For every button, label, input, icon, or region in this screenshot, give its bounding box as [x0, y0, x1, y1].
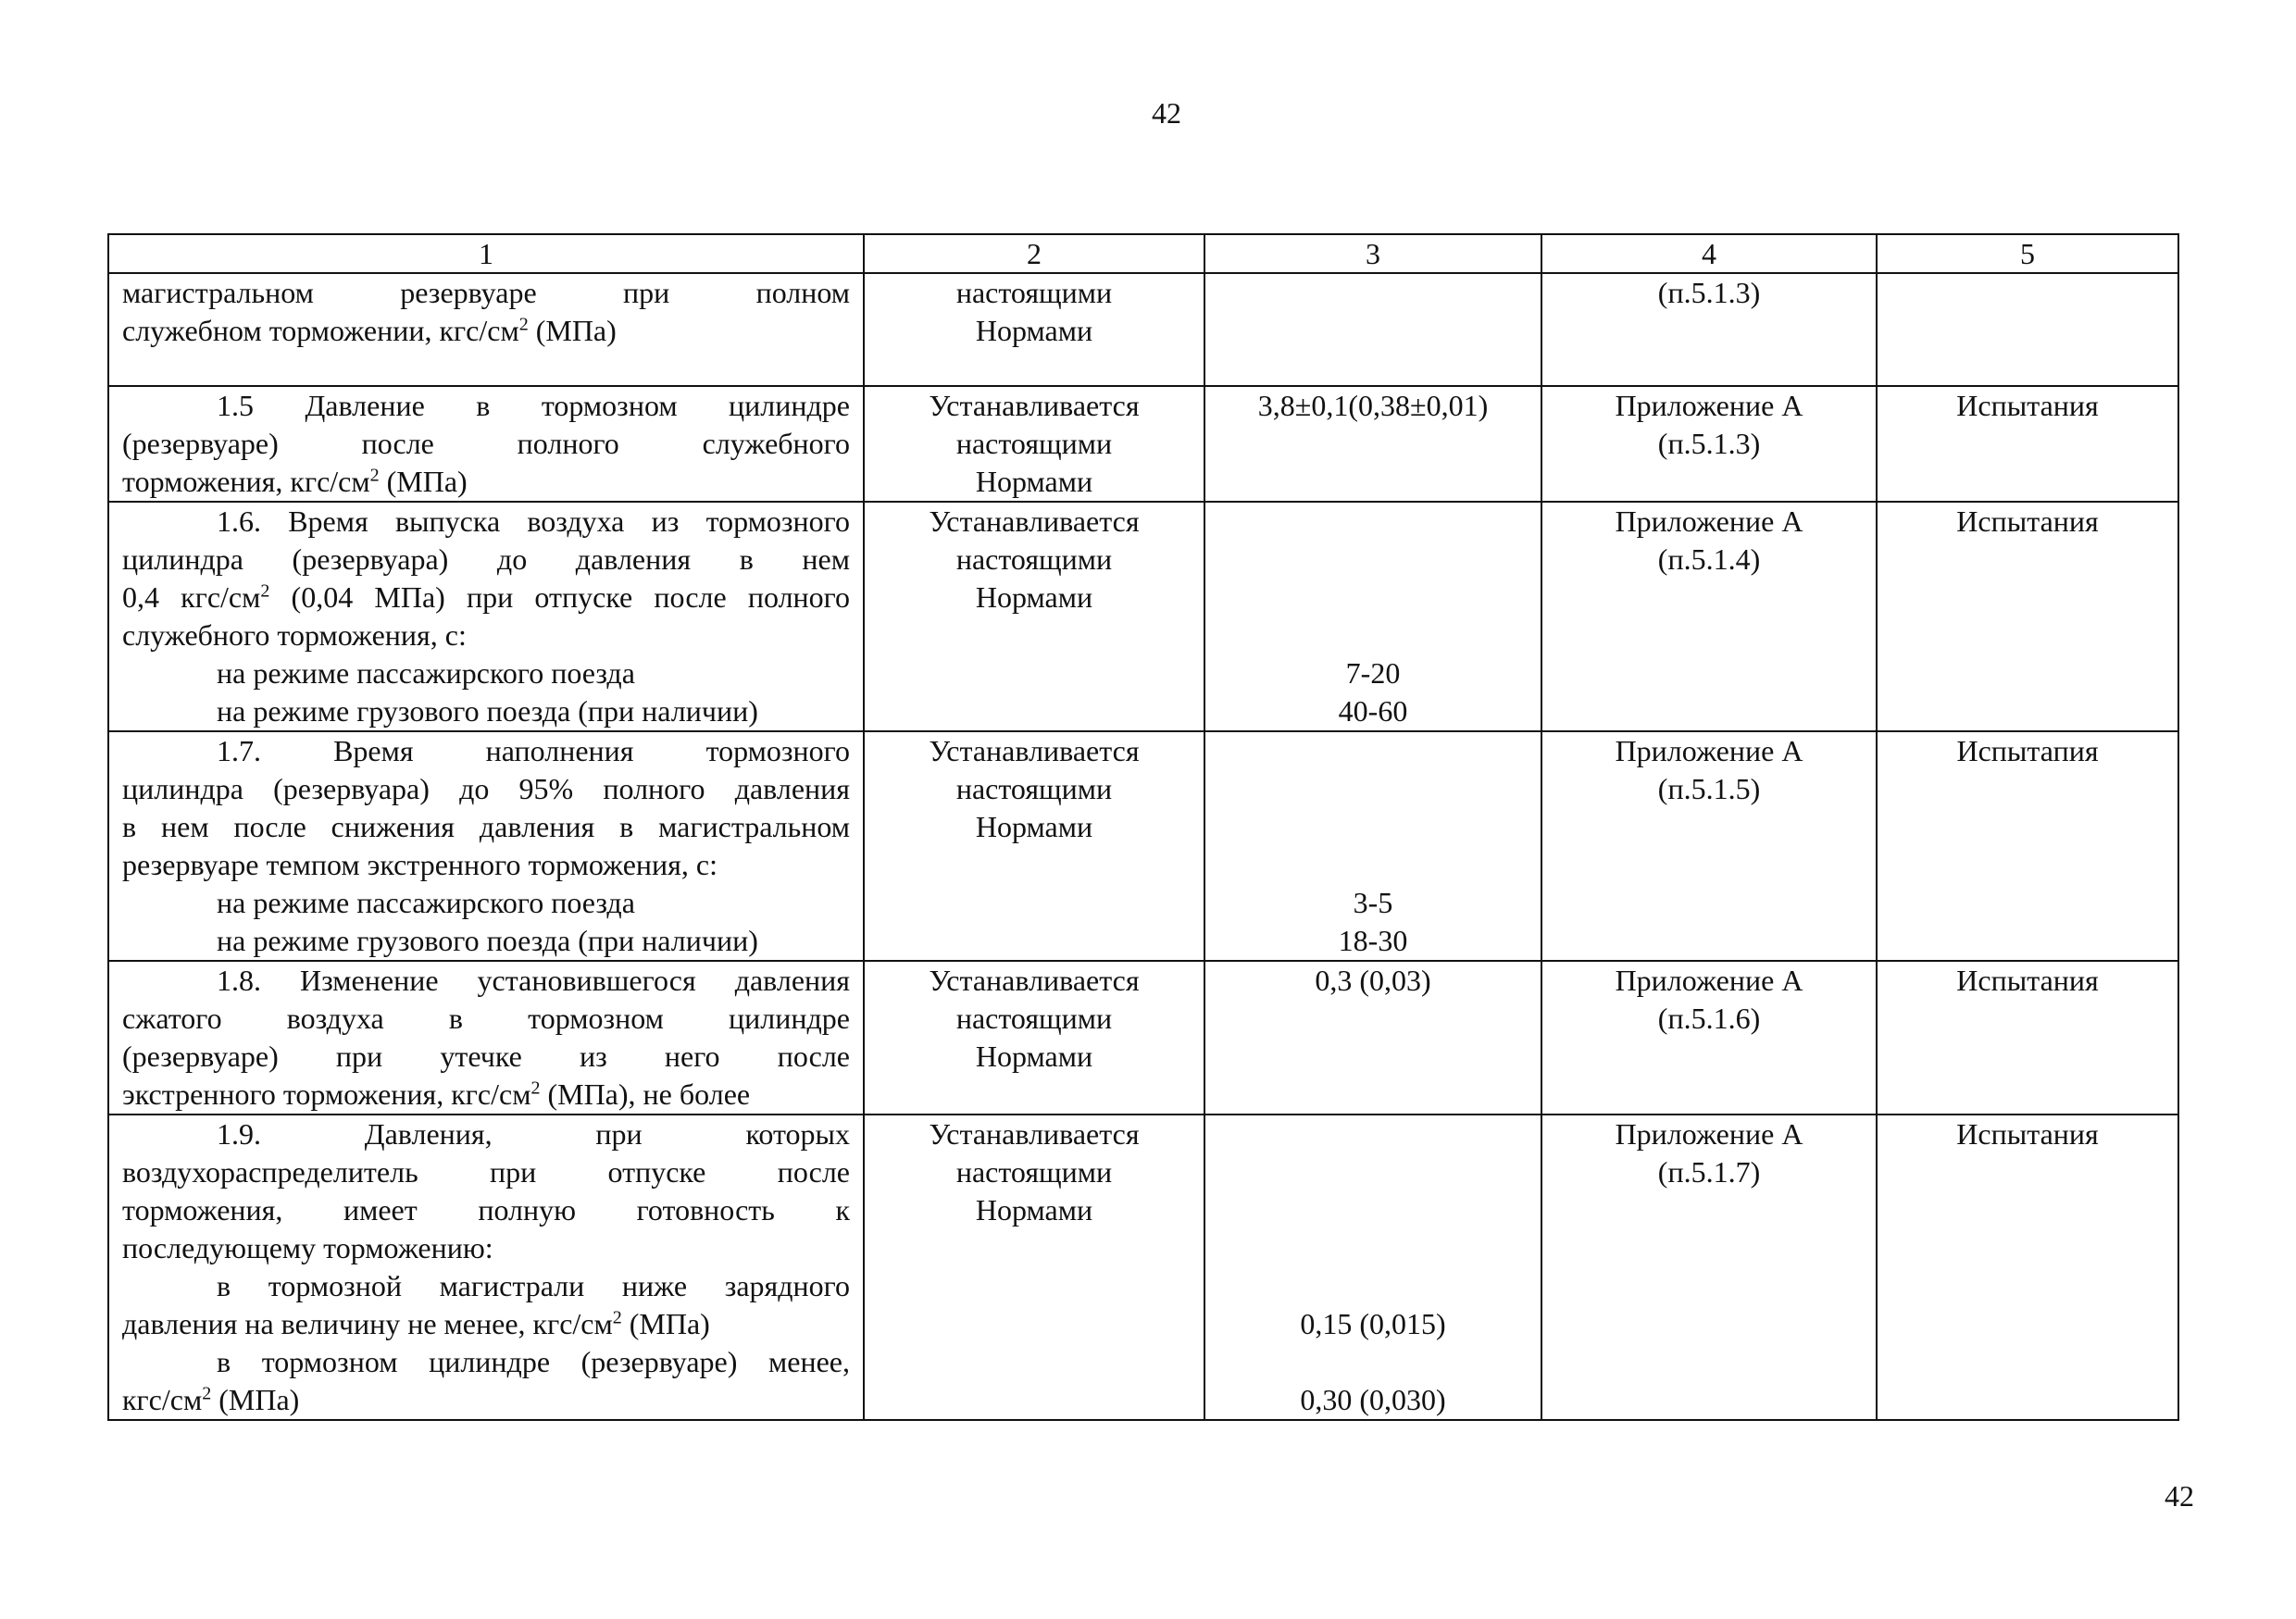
parameter-cell	[108, 731, 864, 961]
text-line: 3-5	[1353, 886, 1393, 919]
text-line: на режиме пассажирского поезда	[217, 886, 635, 919]
text-line: настоящими	[955, 542, 1113, 576]
text-line: на режиме грузового поезда (при наличии)	[217, 924, 758, 957]
text-line: (п.5.1.6)	[1657, 1002, 1761, 1035]
text-line: воздухораспределитель при отпуске после	[122, 1155, 850, 1189]
column-header-2: 2	[864, 234, 1204, 273]
column-header-1: 1	[108, 234, 864, 273]
header-row	[108, 234, 2178, 273]
table-row	[108, 1115, 2178, 1420]
table-row	[108, 731, 2178, 961]
norm-cell	[864, 731, 1204, 961]
method-cell	[1877, 502, 2178, 731]
norm-cell	[864, 273, 1204, 386]
text-line: сжатого воздуха в тормозном цилиндре	[122, 1002, 850, 1035]
spec-table	[107, 233, 2179, 1421]
text-line: (п.5.1.3)	[1657, 427, 1761, 460]
text-line: Нормами	[975, 580, 1093, 614]
text-line: цилиндра (резервуара) до давления в нем	[122, 542, 850, 576]
reference-cell	[1541, 1115, 1877, 1420]
text-line: Испытания	[1956, 964, 2099, 997]
superscript: 2	[518, 314, 529, 335]
reference-cell	[1541, 386, 1877, 502]
parameter-cell	[108, 961, 864, 1115]
text-line: 1.7. Время наполнения тормозного	[217, 734, 850, 767]
text-line: на режиме пассажирского поезда	[217, 656, 635, 690]
value-cell	[1204, 502, 1541, 731]
text-line: давления на величину не менее, кгс/$см^2$ (МПа)	[122, 1307, 710, 1340]
text-line: Нормами	[975, 1193, 1093, 1227]
text-line: 0,4 кгс/$см^2$ (0,04 МПа) при отпуске после полного	[122, 580, 851, 614]
table-row	[108, 502, 2178, 731]
text-line: служебного торможения, с:	[122, 618, 467, 652]
column-header-4: 4	[1541, 234, 1877, 273]
text-line: на режиме грузового поезда (при наличии)	[217, 694, 758, 728]
text-line: торможения, кгс/$см^2$ (МПа)	[122, 465, 468, 498]
method-cell	[1877, 273, 2178, 386]
text-line: (п.5.1.4)	[1657, 542, 1761, 576]
text-line: настоящими	[955, 276, 1113, 309]
text-line: резервуаре темпом экстренного торможения, с:	[122, 848, 718, 881]
reference-cell	[1541, 961, 1877, 1115]
text-line: Приложение А	[1615, 964, 1803, 997]
text-line: цилиндра (резервуара) до 95% полного давления	[122, 772, 850, 805]
table-row	[108, 386, 2178, 502]
text-line: (резервуаре) после полного служебного	[122, 427, 850, 460]
text-line: Устанавливается	[929, 734, 1140, 767]
method-cell	[1877, 1115, 2178, 1420]
text-line: Испытапия	[1956, 734, 2099, 767]
text-line: 0,30 (0,030)	[1300, 1383, 1446, 1416]
superscript: 2	[530, 1077, 541, 1099]
text-line: 40-60	[1338, 694, 1408, 728]
text-line: Приложение А	[1615, 734, 1803, 767]
value-cell	[1204, 1115, 1541, 1420]
parameter-cell	[108, 386, 864, 502]
reference-cell	[1541, 502, 1877, 731]
text-line: настоящими	[955, 427, 1113, 460]
text-line: Приложение А	[1615, 504, 1803, 538]
text-line: 1.5 Давление в тормозном цилиндре	[217, 389, 850, 422]
reference-cell	[1541, 273, 1877, 386]
method-cell	[1877, 386, 2178, 502]
text-line: Нормами	[975, 465, 1093, 498]
text-line: 0,3 (0,03)	[1315, 964, 1431, 997]
text-line: настоящими	[955, 772, 1113, 805]
parameter-cell	[108, 1115, 864, 1420]
text-line: последующему торможению:	[122, 1231, 493, 1264]
value-cell	[1204, 273, 1541, 386]
text-line: (п.5.1.5)	[1657, 772, 1761, 805]
text-line: в нем после снижения давления в магистральном	[122, 810, 850, 843]
parameter-cell	[108, 273, 864, 386]
text-line: служебном торможении, кгс/$см^2$ (МПа)	[122, 314, 617, 347]
superscript: 2	[260, 580, 270, 602]
superscript: 2	[369, 465, 380, 486]
method-cell	[1877, 731, 2178, 961]
norm-cell	[864, 386, 1204, 502]
text-line: Испытания	[1956, 389, 2099, 422]
text-line: Испытания	[1956, 504, 2099, 538]
table-row	[108, 961, 2178, 1115]
superscript: 2	[202, 1383, 212, 1404]
text-line: Устанавливается	[929, 964, 1140, 997]
text-line: магистральном резервуаре при полном	[122, 276, 850, 309]
text-line: торможения, имеет полную готовность к	[122, 1193, 850, 1227]
text-line: Испытания	[1956, 1117, 2099, 1151]
superscript: 2	[612, 1307, 622, 1328]
text-line: 1.6. Время выпуска воздуха из тормозного	[217, 504, 850, 538]
norm-cell	[864, 502, 1204, 731]
text-line: (п.5.1.7)	[1657, 1155, 1761, 1189]
text-line: Приложение А	[1615, 1117, 1803, 1151]
parameter-cell	[108, 502, 864, 731]
text-line: 1.9. Давления, при которых	[217, 1117, 850, 1151]
text-line: Нормами	[975, 314, 1093, 347]
text-line: настоящими	[955, 1155, 1113, 1189]
text-line: в тормозной магистрали ниже зарядного	[217, 1269, 850, 1302]
text-line: Устанавливается	[929, 389, 1140, 422]
page-number-bottom: 42	[2165, 1479, 2194, 1513]
text-line: (резервуаре) при утечке из него после	[122, 1040, 850, 1073]
text-line: 0,15 (0,015)	[1300, 1307, 1446, 1340]
text-line: настоящими	[955, 1002, 1113, 1035]
method-cell	[1877, 961, 2178, 1115]
text-line: Нормами	[975, 810, 1093, 843]
norm-cell	[864, 1115, 1204, 1420]
column-header-3: 3	[1204, 234, 1541, 273]
value-cell	[1204, 961, 1541, 1115]
text-line: 7-20	[1345, 656, 1401, 690]
text-line: 18-30	[1338, 924, 1408, 957]
column-header-5: 5	[1877, 234, 2178, 273]
text-line: в тормозном цилиндре (резервуаре) менее,	[217, 1345, 850, 1378]
text-line: Приложение А	[1615, 389, 1803, 422]
text-line: Устанавливается	[929, 1117, 1140, 1151]
text-line: 3,8±0,1(0,38±0,01)	[1257, 389, 1489, 422]
text-line: Устанавливается	[929, 504, 1140, 538]
norm-cell	[864, 961, 1204, 1115]
reference-cell	[1541, 731, 1877, 961]
text-line: экстренного торможения, кгс/$см^2$ (МПа), не более	[122, 1077, 751, 1111]
text-line: (п.5.1.3)	[1657, 276, 1761, 309]
text-line: 1.8. Изменение установившегося давления	[217, 964, 850, 997]
table-row	[108, 273, 2178, 386]
text-line: кгс/$см^2$ (МПа)	[122, 1383, 300, 1416]
page-number-top: 42	[1152, 96, 1181, 130]
text-line: Нормами	[975, 1040, 1093, 1073]
value-cell	[1204, 731, 1541, 961]
value-cell	[1204, 386, 1541, 502]
